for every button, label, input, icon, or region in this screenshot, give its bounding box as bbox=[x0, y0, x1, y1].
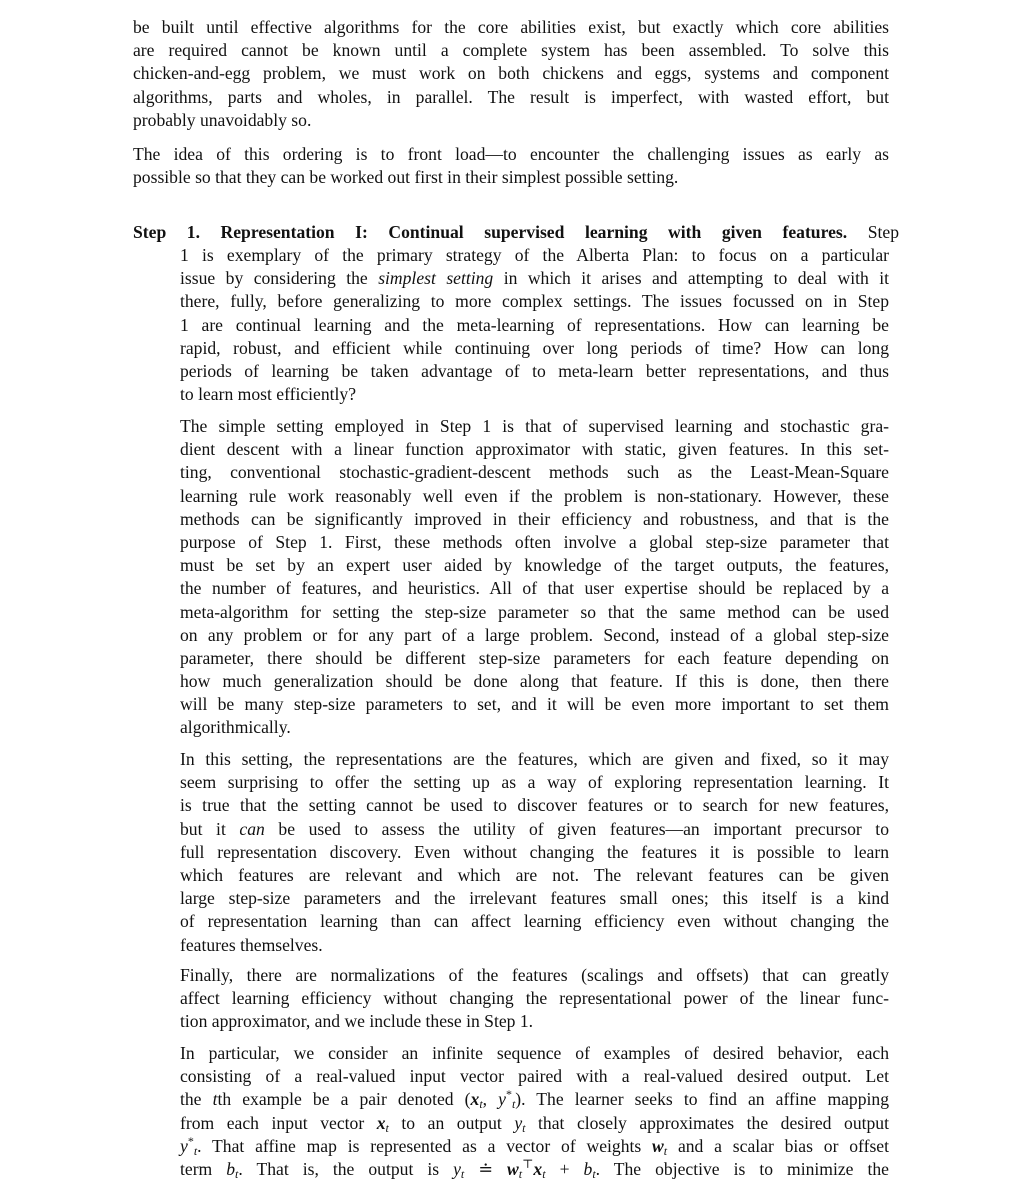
intro-paragraph-2 bbox=[133, 143, 889, 189]
math-transpose: ⊤ bbox=[522, 1156, 534, 1171]
step1-paragraph-3 bbox=[180, 748, 889, 957]
math-plus: + bbox=[545, 1158, 584, 1179]
text-line: parameter, there should be different step-size parameters for each feature depending on bbox=[180, 647, 889, 668]
text-line: features themselves. bbox=[180, 934, 323, 955]
text-line: The simple setting employed in Step 1 is that of supervised learning and stochastic gra- bbox=[180, 416, 889, 436]
text-line: be built until effective algorithms for the core abilities exist, but exactly which core abilities bbox=[133, 17, 889, 37]
text-line: tion approximator, and we include these in Step 1. bbox=[180, 1011, 534, 1032]
text-line: large step-size parameters and the irrelevant features small ones; this itself is a kind bbox=[180, 888, 889, 909]
emphasis: can bbox=[239, 818, 265, 839]
text-line: algorithms, parts and wholes, in parallel. The result is imperfect, with wasted effort, but bbox=[133, 86, 889, 107]
text-line: chicken-and-egg problem, we must work on both chickens and eggs, systems and component bbox=[133, 63, 889, 84]
text-line: ting, conventional stochastic-gradient-descent methods such as the Least-Mean-Square bbox=[180, 462, 889, 483]
math-sub: t bbox=[511, 1097, 516, 1112]
math-w: w bbox=[507, 1158, 519, 1179]
text-line bbox=[180, 267, 889, 290]
text-fragment: from each input vector bbox=[180, 1112, 377, 1133]
text-fragment: and a scalar bias or offset bbox=[667, 1135, 889, 1156]
text-line: Finally, there are normalizations of the features (scalings and offsets) that can greatly bbox=[180, 965, 889, 985]
math-sub: t bbox=[193, 1143, 198, 1158]
text-line: In this setting, the representations are the features, which are given and fixed, so it may bbox=[180, 749, 889, 769]
text-line: probably unavoidably so. bbox=[133, 109, 312, 130]
text-fragment: issue by considering the bbox=[180, 268, 379, 289]
text-line: 1 are continual learning and the meta-learning of representations. How can learning be bbox=[180, 314, 889, 335]
step1-paragraph-4 bbox=[180, 964, 889, 1034]
text-fragment: term bbox=[180, 1158, 227, 1179]
emphasis: simplest setting bbox=[378, 268, 494, 289]
text-line bbox=[180, 1158, 889, 1181]
text-line: 1 is exemplary of the primary strategy of the Alberta Plan: to focus on a particular bbox=[180, 245, 889, 265]
math-b: b bbox=[583, 1158, 593, 1179]
math-comma: , bbox=[482, 1089, 499, 1110]
text-line: The idea of this ordering is to front load—to encounter the challenging issues as early as bbox=[133, 144, 889, 164]
text-line bbox=[180, 1135, 889, 1158]
math-sub: t bbox=[663, 1143, 668, 1158]
text-line: affect learning efficiency without changing the representational power of the linear func- bbox=[180, 988, 889, 1009]
text-fragment: Step bbox=[867, 222, 899, 242]
math-y: y bbox=[180, 1135, 188, 1156]
math-sub: t bbox=[592, 1166, 596, 1181]
step1-paragraph-1-body bbox=[180, 244, 889, 406]
text-line: is true that the setting cannot be used to discover features or to search for new features, bbox=[180, 795, 889, 816]
step1-paragraph-5 bbox=[180, 1042, 889, 1181]
math-t: t bbox=[212, 1089, 218, 1110]
math-sup: * bbox=[505, 1087, 512, 1102]
text-line: consisting of a real-valued input vector paired with a real-valued desired output. Let bbox=[180, 1066, 889, 1087]
math-sub: t bbox=[460, 1166, 465, 1181]
step1-heading: Step 1. Representation I: Continual supervised learning with given features. bbox=[133, 222, 848, 242]
step1-paragraph-2 bbox=[180, 415, 889, 740]
text-line: purpose of Step 1. First, these methods often involve a global step-size parameter that bbox=[180, 531, 889, 552]
text-line: methods can be significantly improved in their efficiency and robustness, and that is the bbox=[180, 508, 889, 529]
math-b: b bbox=[226, 1158, 236, 1179]
math-y: y bbox=[453, 1158, 461, 1179]
text-fragment: the bbox=[180, 1089, 213, 1110]
text-line: periods of learning be taken advantage of to meta-learn better representations, and thus bbox=[180, 360, 889, 381]
math-sub: t bbox=[385, 1120, 389, 1135]
text-line: will be many step-size parameters to set, and it will be even more important to set them bbox=[180, 694, 889, 715]
math-x: x bbox=[533, 1158, 543, 1179]
math-x: x bbox=[470, 1089, 480, 1110]
text-fragment: to an output bbox=[388, 1112, 515, 1133]
text-line bbox=[180, 1088, 889, 1111]
intro-paragraph-1 bbox=[133, 16, 889, 132]
math-sub: t bbox=[235, 1166, 239, 1181]
text-fragment: be used to assess the utility of given features—an important precursor to bbox=[264, 818, 889, 839]
math-y: y bbox=[514, 1112, 523, 1133]
math-y: y bbox=[498, 1089, 506, 1110]
math-w: w bbox=[652, 1135, 664, 1156]
text-fragment: ). The learner seeks to find an affine mapping bbox=[515, 1089, 890, 1110]
text-line: the number of features, and heuristics. All of that user expertise should be replaced by a bbox=[180, 578, 889, 599]
text-line: possible so that they can be worked out first in their simplest possible setting. bbox=[133, 167, 679, 188]
math-sup: * bbox=[187, 1133, 194, 1148]
text-fragment: but it bbox=[180, 818, 240, 839]
text-line: rapid, robust, and efficient while continuing over long periods of time? How can long bbox=[180, 337, 889, 358]
text-line: are required cannot be known until a complete system has been assembled. To solve this bbox=[133, 40, 889, 61]
text-line: seem surprising to offer the setting up as a way of exploring representation learning. It bbox=[180, 772, 889, 793]
text-fragment: . That affine map is represented as a vector of weights bbox=[197, 1135, 653, 1156]
math-x: x bbox=[376, 1112, 386, 1133]
text-line: must be set by an expert user aided by knowledge of the target outputs, the features, bbox=[180, 555, 889, 576]
text-line: which features are relevant and which are not. The relevant features can be given bbox=[180, 864, 889, 885]
text-fragment: that closely approximates the desired output bbox=[525, 1112, 889, 1133]
math-sub: t bbox=[479, 1097, 483, 1112]
text-line: algorithmically. bbox=[180, 717, 291, 738]
step1-paragraph-1 bbox=[133, 221, 899, 244]
text-line bbox=[180, 818, 889, 841]
text-fragment: th example be a pair denoted ( bbox=[217, 1089, 471, 1110]
text-line bbox=[180, 1112, 889, 1135]
math-sub: t bbox=[518, 1166, 523, 1181]
math-sub: t bbox=[542, 1166, 546, 1181]
text-line: full representation discovery. Even without changing the features it is possible to learn bbox=[180, 841, 889, 862]
math-sub: t bbox=[522, 1120, 526, 1135]
math-def: ≐ bbox=[478, 1158, 494, 1179]
text-line: dient descent with a linear function approximator with static, given features. In this set- bbox=[180, 439, 889, 460]
text-fragment: in which it arises and attempting to deal with it bbox=[493, 268, 889, 289]
text-line: learning rule work reasonably well even if the problem is non-stationary. However, these bbox=[180, 485, 889, 506]
text-fragment: . The objective is to minimize the bbox=[595, 1158, 889, 1179]
text-line: there, fully, before generalizing to more complex settings. The issues focussed on in Step bbox=[180, 291, 889, 312]
text-line: to learn most efficiently? bbox=[180, 384, 357, 405]
text-line: on any problem or for any part of a large problem. Second, instead of a global step-size bbox=[180, 624, 889, 645]
text-line: how much generalization should be done along that feature. If this is done, then there bbox=[180, 671, 889, 692]
step1-heading-line bbox=[133, 221, 899, 244]
text-fragment: . That is, the output is bbox=[238, 1158, 454, 1179]
text-line: In particular, we consider an infinite sequence of examples of desired behavior, each bbox=[180, 1043, 889, 1063]
text-line: of representation learning than can affect learning efficiency even without changing the bbox=[180, 911, 889, 932]
text-line: meta-algorithm for setting the step-size parameter so that the same method can be used bbox=[180, 601, 889, 622]
